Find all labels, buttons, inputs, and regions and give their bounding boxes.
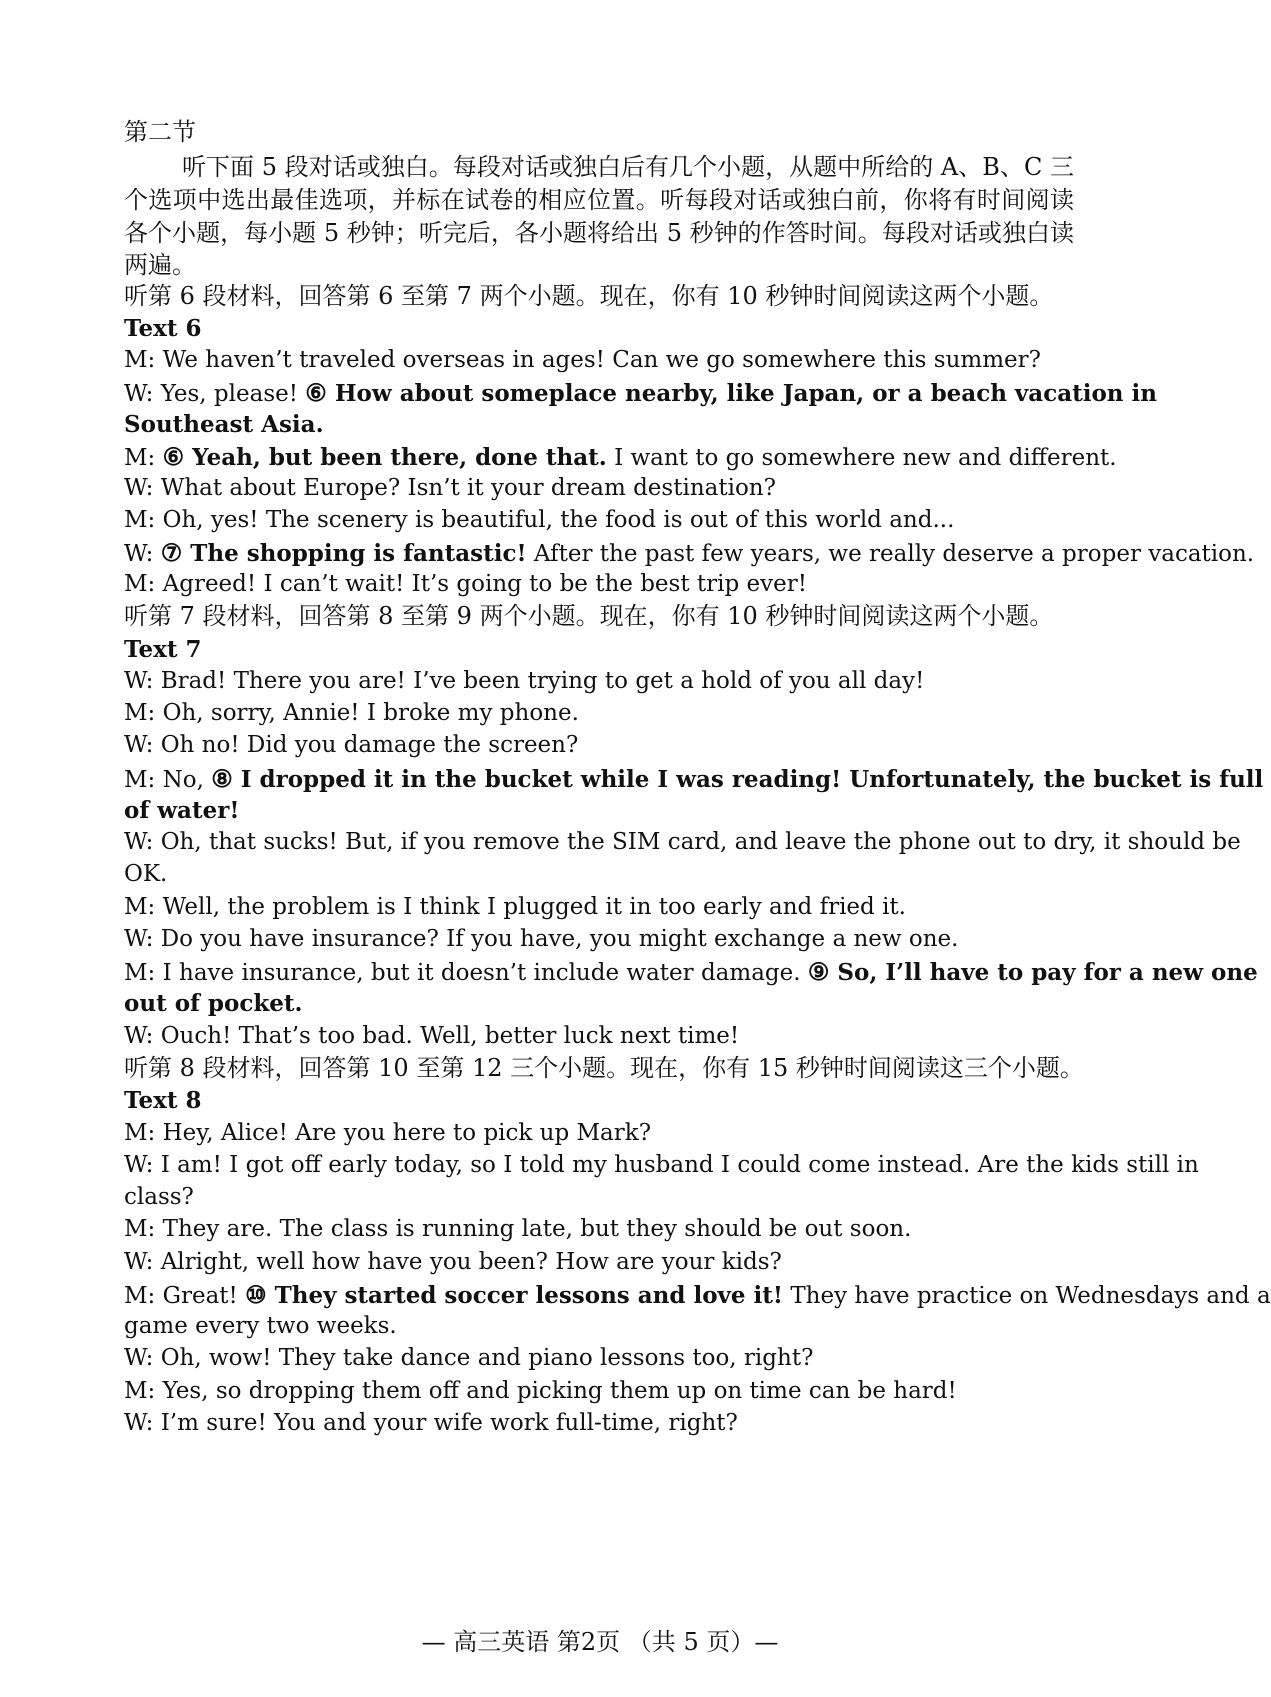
dialogue-line: W: Alright, well how have you been? How are your kids? xyxy=(124,1249,782,1275)
answer-key-highlight: Yeah, but been there, done that. xyxy=(184,444,607,471)
prompt-text7: 听第 7 段材料，回答第 8 至第 9 两个小题。现在，你有 10 秒钟时间阅读这两个小题。 xyxy=(124,602,1054,630)
heading-text7: Text 7 xyxy=(124,636,202,663)
dialogue-line: W: I’m sure! You and your wife work full-time, right? xyxy=(124,1410,738,1436)
answer-key-highlight: out of pocket. xyxy=(124,990,303,1017)
instruction-line-3: 各个小题，每小题 5 秒钟；听完后，各小题将给出 5 秒钟的作答时间。每段对话或独白读 xyxy=(124,219,1074,247)
heading-text8: Text 8 xyxy=(124,1087,202,1114)
dialogue-line: M: I have insurance, but it doesn’t include water damage. ⑨ So, I’ll have to pay for a new one xyxy=(124,957,1258,986)
dialogue-line: W: ⑦ The shopping is fantastic! After the past few years, we really deserve a proper vacation. xyxy=(124,538,1255,567)
dialogue-line: W: Ouch! That’s too bad. Well, better luck next time! xyxy=(124,1023,740,1049)
question-number-marker: ⑧ xyxy=(211,764,233,793)
dialogue-line: W: Oh, that sucks! But, if you remove the SIM card, and leave the phone out to dry, it should be xyxy=(124,829,1241,855)
dialogue-line: W: What about Europe? Isn’t it your dream destination? xyxy=(124,475,776,501)
prompt-text6: 听第 6 段材料，回答第 6 至第 7 两个小题。现在，你有 10 秒钟时间阅读这两个小题。 xyxy=(124,282,1054,310)
question-number-marker: ⑥ xyxy=(162,442,185,471)
instruction-line-1: 听下面 5 段对话或独白。每段对话或独白后有几个小题，从题中所给的 A、B、C 三 xyxy=(182,153,1074,181)
section-title: 第二节 xyxy=(124,118,196,146)
dialogue-line: M: Well, the problem is I think I plugged it in too early and fried it. xyxy=(124,894,906,920)
heading-text6: Text 6 xyxy=(124,315,202,342)
question-number-marker: ⑨ xyxy=(807,957,830,986)
dialogue-line: game every two weeks. xyxy=(124,1313,397,1339)
answer-key-highlight: So, I’ll have to pay for a new one xyxy=(829,959,1258,986)
dialogue-line: M: Oh, sorry, Annie! I broke my phone. xyxy=(124,700,579,726)
dialogue-line: W: Do you have insurance? If you have, you might exchange a new one. xyxy=(124,926,959,952)
dialogue-line: M: Great! ⑩ They started soccer lessons and love it! They have practice on Wednesdays and a xyxy=(124,1280,1271,1309)
dialogue-line: M: Yes, so dropping them off and picking them up on time can be hard! xyxy=(124,1378,957,1404)
question-number-marker: ⑦ xyxy=(160,538,183,567)
dialogue-line: M: ⑥ Yeah, but been there, done that. I want to go somewhere new and different. xyxy=(124,442,1117,471)
answer-key-highlight: How about someplace nearby, like Japan, or a beach vacation in xyxy=(326,380,1157,407)
dialogue-line: W: Yes, please! ⑥ How about someplace nearby, like Japan, or a beach vacation in xyxy=(124,378,1157,407)
answer-key-highlight: They started soccer lessons and love it! xyxy=(266,1282,784,1309)
page-footer: — 高三英语 第2页 （共 5 页）— xyxy=(421,1628,779,1656)
instruction-line-2: 个选项中选出最佳选项，并标在试卷的相应位置。听每段对话或独白前，你将有时间阅读 xyxy=(124,186,1074,214)
dialogue-line: W: Brad! There you are! I’ve been trying to get a hold of you all day! xyxy=(124,668,925,694)
dialogue-line: OK. xyxy=(124,861,168,887)
dialogue-line: M: We haven’t traveled overseas in ages! Can we go somewhere this summer? xyxy=(124,347,1041,373)
dialogue-line: W: Oh no! Did you damage the screen? xyxy=(124,732,579,758)
dialogue-line: M: Agreed! I can’t wait! It’s going to be the best trip ever! xyxy=(124,571,807,597)
question-number-marker: ⑩ xyxy=(245,1280,267,1309)
dialogue-line: class? xyxy=(124,1184,194,1210)
dialogue-line: M: They are. The class is running late, but they should be out soon. xyxy=(124,1216,912,1242)
dialogue-line: M: Oh, yes! The scenery is beautiful, the food is out of this world and... xyxy=(124,507,955,533)
dialogue-line: W: Oh, wow! They take dance and piano lessons too, right? xyxy=(124,1345,814,1371)
answer-key-highlight: Southeast Asia. xyxy=(124,411,324,438)
prompt-text8: 听第 8 段材料，回答第 10 至第 12 三个小题。现在，你有 15 秒钟时间阅读这三个小题。 xyxy=(124,1054,1084,1082)
dialogue-line: W: I am! I got off early today, so I told my husband I could come instead. Are the kids still in xyxy=(124,1152,1199,1178)
instruction-line-4: 两遍。 xyxy=(124,251,196,279)
answer-key-highlight: The shopping is fantastic! xyxy=(182,540,527,567)
question-number-marker: ⑥ xyxy=(305,378,327,407)
answer-key-highlight: I dropped it in the bucket while I was reading! Unfortunately, the bucket is full xyxy=(232,766,1264,793)
answer-key-highlight: of water! xyxy=(124,797,240,824)
dialogue-line: M: Hey, Alice! Are you here to pick up Mark? xyxy=(124,1120,652,1146)
dialogue-line: M: No, ⑧ I dropped it in the bucket while I was reading! Unfortunately, the bucket is full xyxy=(124,764,1264,793)
